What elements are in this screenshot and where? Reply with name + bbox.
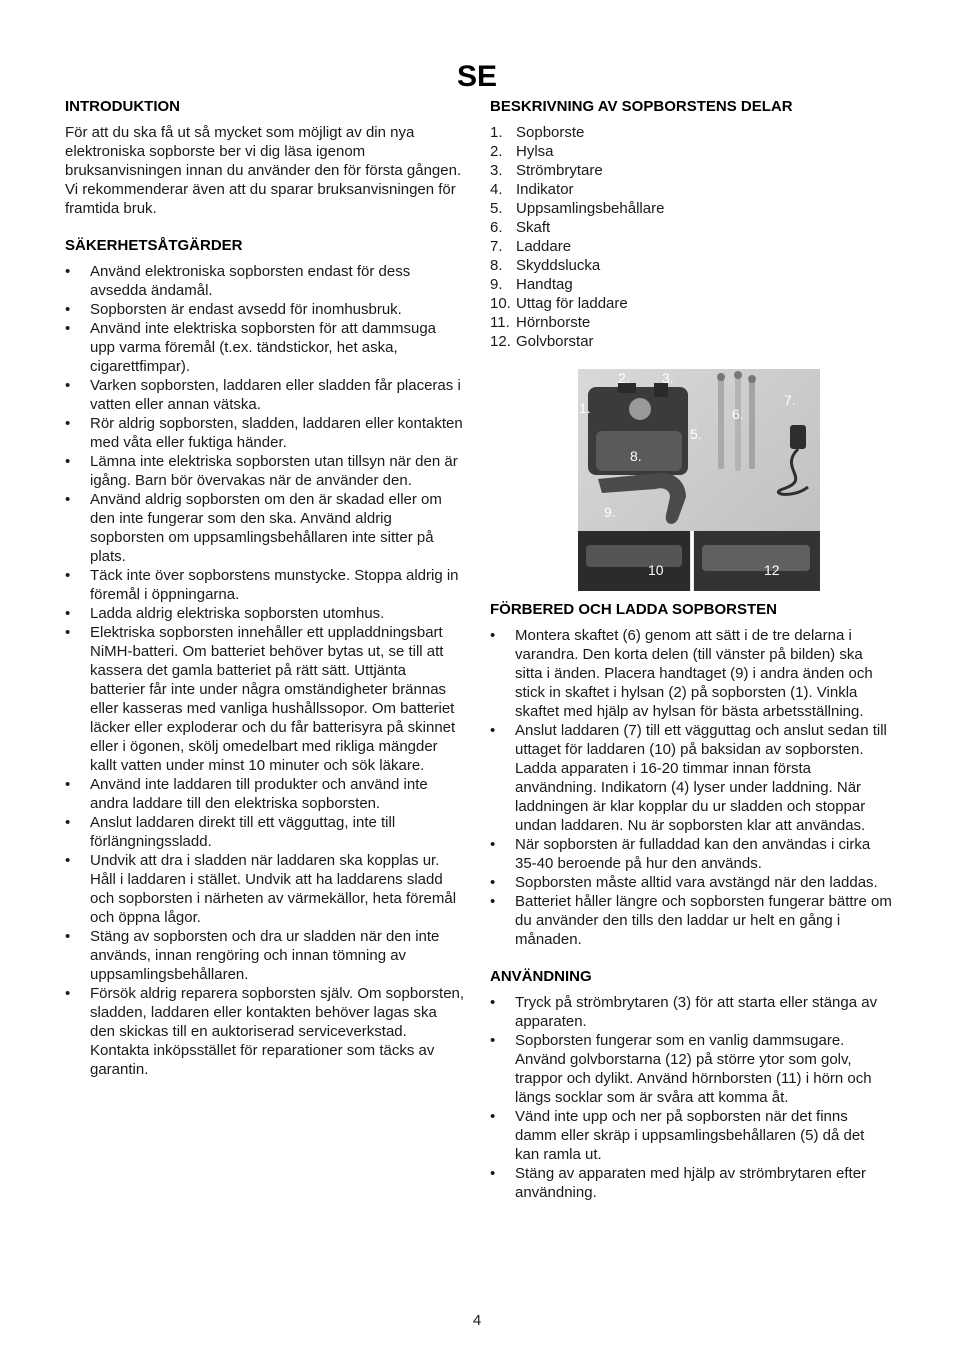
language-code-heading: SE (456, 60, 498, 93)
part-number: 2. (490, 143, 503, 160)
parts-list (490, 123, 892, 351)
part-label: Hörnborste (516, 314, 591, 331)
list-item: • Sopborsten fungerar som en vanlig dammsugare. Använd golvborstarna (12) på större ytor som golv, trappor och dylikt. Använd hörnborsten (11) i hörn och längs socklar som är svåra att komma åt. (490, 1031, 892, 1107)
photo-label: 1. (579, 400, 591, 416)
list-item (490, 256, 892, 275)
intro-heading: INTRODUKTION (65, 98, 180, 115)
part-number: 5. (490, 200, 503, 217)
part-label: Uttag för laddare (516, 295, 628, 312)
list-item: • Vänd inte upp och ner på sopborsten när det finns damm eller skräp i uppsamlingsbehållaren (5) då det kan ramla ut. (490, 1107, 892, 1164)
list-item: • Batteriet håller längre och sopborsten fungerar bättre om du använder den tills den laddar ur helt en gång i månaden. (490, 892, 892, 949)
list-item: • Stäng av apparaten med hjälp av strömbrytaren efter användning. (490, 1164, 892, 1202)
part-number: 8. (490, 257, 503, 274)
prepare-list (490, 626, 892, 949)
part-label: Golvborstar (516, 333, 594, 350)
list-item: • Lämna inte elektriska sopborsten utan tillsyn när den är igång. Barn bör övervakas när de använder den. (65, 452, 465, 490)
list-item (490, 275, 892, 294)
part-label: Sopborste (516, 124, 585, 141)
list-item: • Undvik att dra i sladden när laddaren ska kopplas ur. Håll i laddaren i stället. Undvik att ha laddarens sladd och sopborsten i närheten av värmekällor, heta föremål och öppna lågor. (65, 851, 465, 927)
usage-list (490, 993, 892, 1202)
list-item: • Anslut laddaren (7) till ett vägguttag och anslut sedan till uttaget för laddaren (10) på baksidan av sopborsten. Ladda apparaten i 16-20 timmar innan första användning. Indikatorn (4) lyser under laddning. När laddningen är klar kopplar du ur sladden och stoppar undan laddaren. Nu är sopborsten klar att användas. (490, 721, 892, 835)
list-item: • Montera skaftet (6) genom att sätt i de tre delarna i varandra. Den korta delen (till vänster på bilden) ska sitta i änden. Placera handtaget (9) i andra änden och stick in skaftet i hylsan (2) på sopborsten (1). Vinkla skaftet med hjälp av hylsan för bästa arbetsställning. (490, 626, 892, 721)
part-label: Handtag (516, 276, 573, 293)
part-number: 3. (490, 162, 503, 179)
photo-label: 6. (732, 406, 744, 422)
photo-label: 3. (662, 370, 674, 386)
list-item (490, 161, 892, 180)
part-number: 1. (490, 124, 503, 141)
list-item (490, 142, 892, 161)
prepare-heading: FÖRBERED OCH LADDA SOPBORSTEN (490, 601, 777, 618)
list-item: • Tryck på strömbrytaren (3) för att starta eller stänga av apparaten. (490, 993, 892, 1031)
part-number: 7. (490, 238, 503, 255)
part-label: Laddare (516, 238, 572, 255)
list-item: • Varken sopborsten, laddaren eller sladden får placeras i vatten eller annan vätska. (65, 376, 465, 414)
intro-text: För att du ska få ut så mycket som möjligt av din nya elektroniska sopborste ber vi dig läsa igenom bruksanvisningen innan du använder den för första gången. Vi rekommenderar även att du sparar bruksanvisningen för framtida bruk. (65, 124, 462, 217)
safety-heading: SÄKERHETSÅTGÄRDER (65, 237, 243, 254)
part-label: Uppsamlingsbehållare (516, 200, 665, 217)
product-parts-illustration (578, 369, 820, 591)
list-item: • Stäng av sopborsten och dra ur sladden när den inte används, innan rengöring och innan tömning av uppsamlingsbehållaren. (65, 927, 465, 984)
list-item: • Använd inte elektriska sopborsten för att dammsuga upp varma föremål (t.ex. tändstickor, het aska, cigarettfimpar). (65, 319, 465, 376)
photo-label: 2. (618, 370, 630, 386)
part-number: 6. (490, 219, 503, 236)
list-item: • När sopborsten är fulladdad kan den användas i cirka 35-40 beroende på hur den används. (490, 835, 892, 873)
list-item: • Anslut laddaren direkt till ett vägguttag, inte till förlängningssladd. (65, 813, 465, 851)
part-number: 4. (490, 181, 503, 198)
part-label: Strömbrytare (516, 162, 603, 179)
list-item (490, 180, 892, 199)
list-item (490, 123, 892, 142)
page-number: 4 (472, 1312, 482, 1329)
list-item (490, 199, 892, 218)
list-item: • Elektriska sopborsten innehåller ett uppladdningsbart NiMH-batteri. Om batteriet behöver bytas ut, se till att kassera det gamla batteriet på rätt sätt. Uttjänta batterier får inte under några omständigheter brännas eller kasseras med vanliga hushållssopor. Om batteriet läcker eller exploderar och du får batterisyra på skinnet eller i ögonen, skölj omedelbart med rikliga mängder kallt vatten under minst 10 minuter och sök läkare. (65, 623, 465, 775)
part-number: 10. (490, 295, 511, 312)
photo-label: 10 (648, 562, 664, 578)
list-item (490, 294, 892, 313)
part-number: 11. (490, 314, 510, 331)
list-item: • Ladda aldrig elektriska sopborsten utomhus. (65, 604, 465, 623)
part-number: 12. (490, 333, 511, 350)
list-item: • Sopborsten är endast avsedd för inomhusbruk. (65, 300, 465, 319)
list-item: • Använd inte laddaren till produkter och använd inte andra laddare till den elektriska sopborsten. (65, 775, 465, 813)
part-label: Indikator (516, 181, 574, 198)
photo-label: 12 (764, 562, 780, 578)
list-item (490, 237, 892, 256)
photo-label: 5. (690, 426, 702, 442)
list-item (490, 313, 892, 332)
list-item: • Använd elektroniska sopborsten endast för dess avsedda ändamål. (65, 262, 465, 300)
right-column (490, 97, 892, 1202)
part-label: Hylsa (516, 143, 554, 160)
list-item: • Rör aldrig sopborsten, sladden, laddaren eller kontakten med våta eller fuktiga händer. (65, 414, 465, 452)
safety-list (65, 262, 465, 1079)
product-photo (578, 369, 820, 591)
list-item: • Försök aldrig reparera sopborsten själv. Om sopborsten, sladden, laddaren eller kontakten behöver lagas ska den skickas till en auktoriserad serviceverkstad. Kontakta inköpsstället för reparationer som täcks av garantin. (65, 984, 465, 1079)
list-item: • Täck inte över sopborstens munstycke. Stoppa aldrig in föremål i öppningarna. (65, 566, 465, 604)
list-item: • Sopborsten måste alltid vara avstängd när den laddas. (490, 873, 892, 892)
part-number: 9. (490, 276, 503, 293)
photo-label: 9. (604, 504, 616, 520)
list-item (490, 332, 892, 351)
usage-heading: ANVÄNDNING (490, 968, 592, 985)
list-item: • Använd aldrig sopborsten om den är skadad eller om den inte fungerar som den ska. Använd aldrig sopborsten om uppsamlingsbehållaren inte sitter på plats. (65, 490, 465, 566)
part-label: Skyddslucka (516, 257, 601, 274)
photo-label: 7. (784, 392, 796, 408)
part-label: Skaft (516, 219, 551, 236)
photo-label: 8. (630, 448, 642, 464)
parts-heading: BESKRIVNING AV SOPBORSTENS DELAR (490, 98, 793, 115)
list-item (490, 218, 892, 237)
left-column (65, 97, 465, 1079)
